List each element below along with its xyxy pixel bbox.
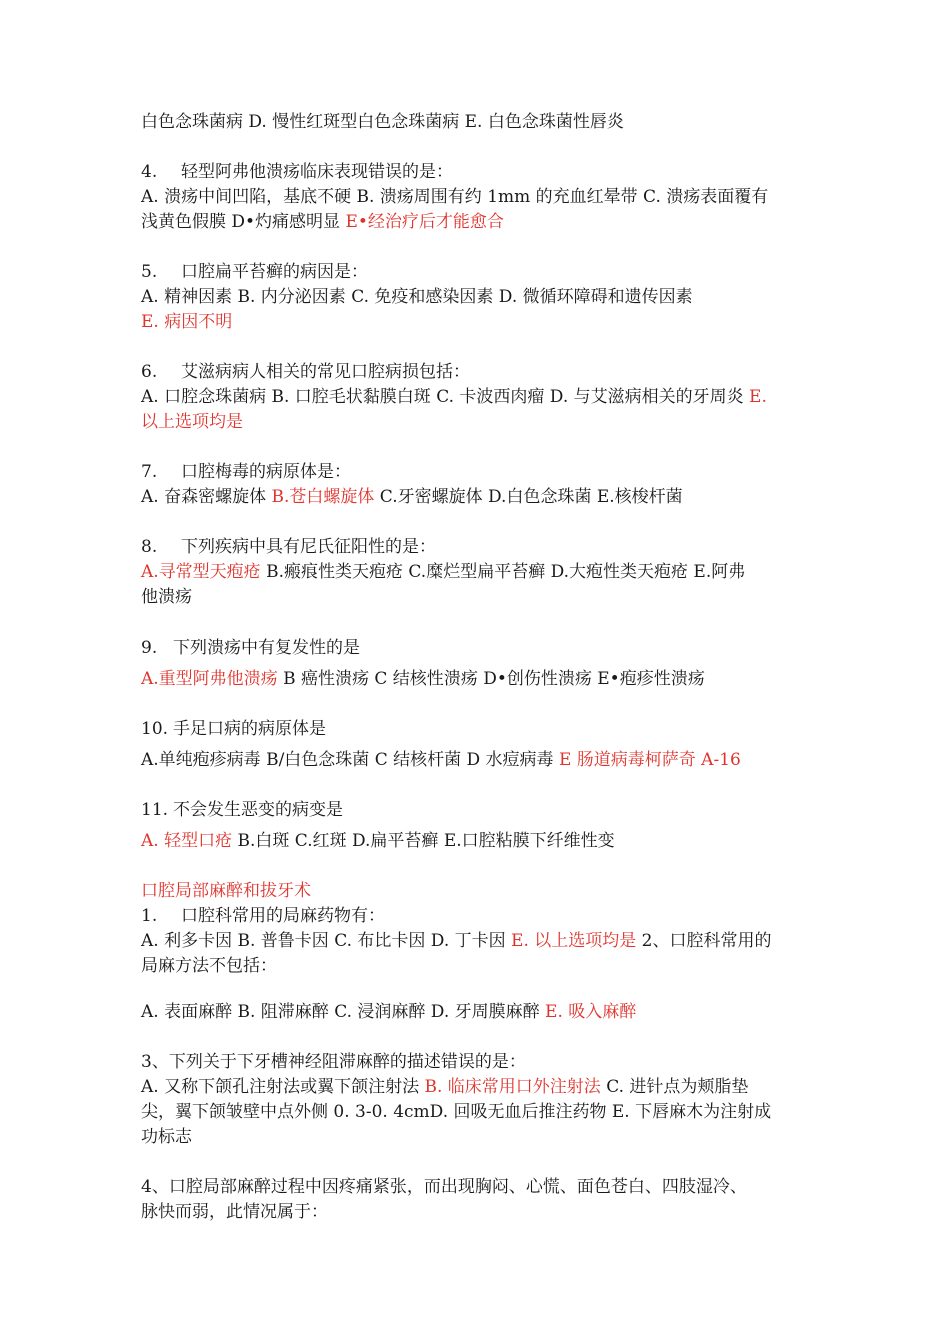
answer-highlight: E. 以上选项均是	[511, 931, 637, 951]
section-q3-options-end: 功标志	[141, 1127, 192, 1147]
answer-highlight: E. 病因不明	[141, 312, 233, 332]
section-q1-options: A. 利多卡因 B. 普鲁卡因 C. 布比卡因 D. 丁卡因 E. 以上选项均是 2、口腔科常用的	[141, 931, 772, 951]
answer-highlight: B. 临床常用口外注射法	[424, 1077, 601, 1097]
answer-highlight: A. 轻型口疮	[141, 831, 233, 851]
question-8-stem: 8. 下列疾病中具有尼氏征阳性的是：	[141, 537, 436, 557]
section-heading: 口腔局部麻醉和拔牙术	[141, 881, 311, 901]
question-7-stem: 7. 口腔梅毒的病原体是：	[141, 462, 351, 482]
section-q3-options: A. 又称下颌孔注射法或翼下颌注射法 B. 临床常用口外注射法 C. 进针点为颊脂垫	[141, 1077, 749, 1097]
question-7-options: A. 奋森密螺旋体 B.苍白螺旋体 C.牙密螺旋体 D.白色念珠菌 E.核梭杆菌	[141, 487, 683, 507]
question-6-stem: 6. 艾滋病病人相关的常见口腔病损包括：	[141, 362, 470, 382]
question-11-options: A. 轻型口疮 B.白斑 C.红斑 D.扁平苔癣 E.口腔粘膜下纤维性变	[141, 831, 615, 851]
section-q3-stem: 3、下列关于下牙槽神经阻滞麻醉的描述错误的是：	[141, 1052, 526, 1072]
question-6-options: A. 口腔念珠菌病 B. 口腔毛状黏膜白斑 C. 卡波西肉瘤 D. 与艾滋病相关的牙周炎 E.	[141, 387, 767, 407]
question-4-options-cont: 浅黄色假膜 D•灼痛感明显 E•经治疗后才能愈合	[141, 212, 504, 232]
section-q2-stem: 局麻方法不包括：	[141, 956, 277, 976]
question-5-stem: 5. 口腔扁平苔癣的病因是：	[141, 262, 368, 282]
option-line: 白色念珠菌病 D. 慢性红斑型白色念珠菌病 E. 白色念珠菌性唇炎	[141, 112, 624, 132]
answer-highlight: A.寻常型天疱疮	[141, 562, 261, 582]
section-q1-stem: 1. 口腔科常用的局麻药物有：	[141, 906, 385, 926]
question-9-options: A.重型阿弗他溃疡 B 癌性溃疡 C 结核性溃疡 D•创伤性溃疡 E•疱疹性溃疡	[141, 669, 705, 689]
question-10-stem: 10. 手足口病的病原体是	[141, 719, 326, 739]
answer-highlight: E.	[749, 387, 767, 407]
question-9-stem: 9. 下列溃疡中有复发性的是	[141, 638, 360, 658]
question-4-stem: 4. 轻型阿弗他溃疡临床表现错误的是：	[141, 162, 453, 182]
question-4-options: A. 溃疡中间凹陷，基底不硬 B. 溃疡周围有约 1mm 的充血红晕带 C. 溃疡表面覆有	[141, 187, 769, 207]
answer-highlight: E•经治疗后才能愈合	[345, 212, 504, 232]
question-5-options: A. 精神因素 B. 内分泌因素 C. 免疫和感染因素 D. 微循环障碍和遗传因素	[141, 287, 693, 307]
section-q2-options: A. 表面麻醉 B. 阻滞麻醉 C. 浸润麻醉 D. 牙周膜麻醉 E. 吸入麻醉	[141, 1002, 637, 1022]
question-8-options-cont: 他溃疡	[141, 587, 192, 607]
section-q4-stem-cont: 脉快而弱，此情况属于：	[141, 1202, 328, 1222]
exam-questions	[141, 110, 821, 1225]
answer-highlight: B.苍白螺旋体	[271, 487, 375, 507]
answer-highlight: 以上选项均是	[141, 412, 243, 432]
section-q3-options-cont: 尖，翼下颌皱壁中点外侧 0. 3-0. 4cmD. 回吸无血后推注药物 E. 下唇麻木为注射成	[141, 1102, 772, 1122]
question-11-stem: 11. 不会发生恶变的病变是	[141, 800, 343, 820]
answer-highlight: A.重型阿弗他溃疡	[141, 669, 278, 689]
answer-highlight: E 肠道病毒柯萨奇 A-16	[558, 750, 741, 770]
question-10-options: A.单纯疱疹病毒 B/白色念珠菌 C 结核杆菌 D 水痘病毒 E 肠道病毒柯萨奇 A-16	[141, 750, 741, 770]
question-8-options: A.寻常型天疱疮 B.瘢痕性类天疱疮 C.糜烂型扁平苔癣 D.大疱性类天疱疮 E.阿弗	[141, 562, 746, 582]
section-q4-stem: 4、口腔局部麻醉过程中因疼痛紧张，而出现胸闷、心慌、面色苍白、四肢湿冷、	[141, 1177, 747, 1197]
answer-highlight: E. 吸入麻醉	[545, 1002, 637, 1022]
